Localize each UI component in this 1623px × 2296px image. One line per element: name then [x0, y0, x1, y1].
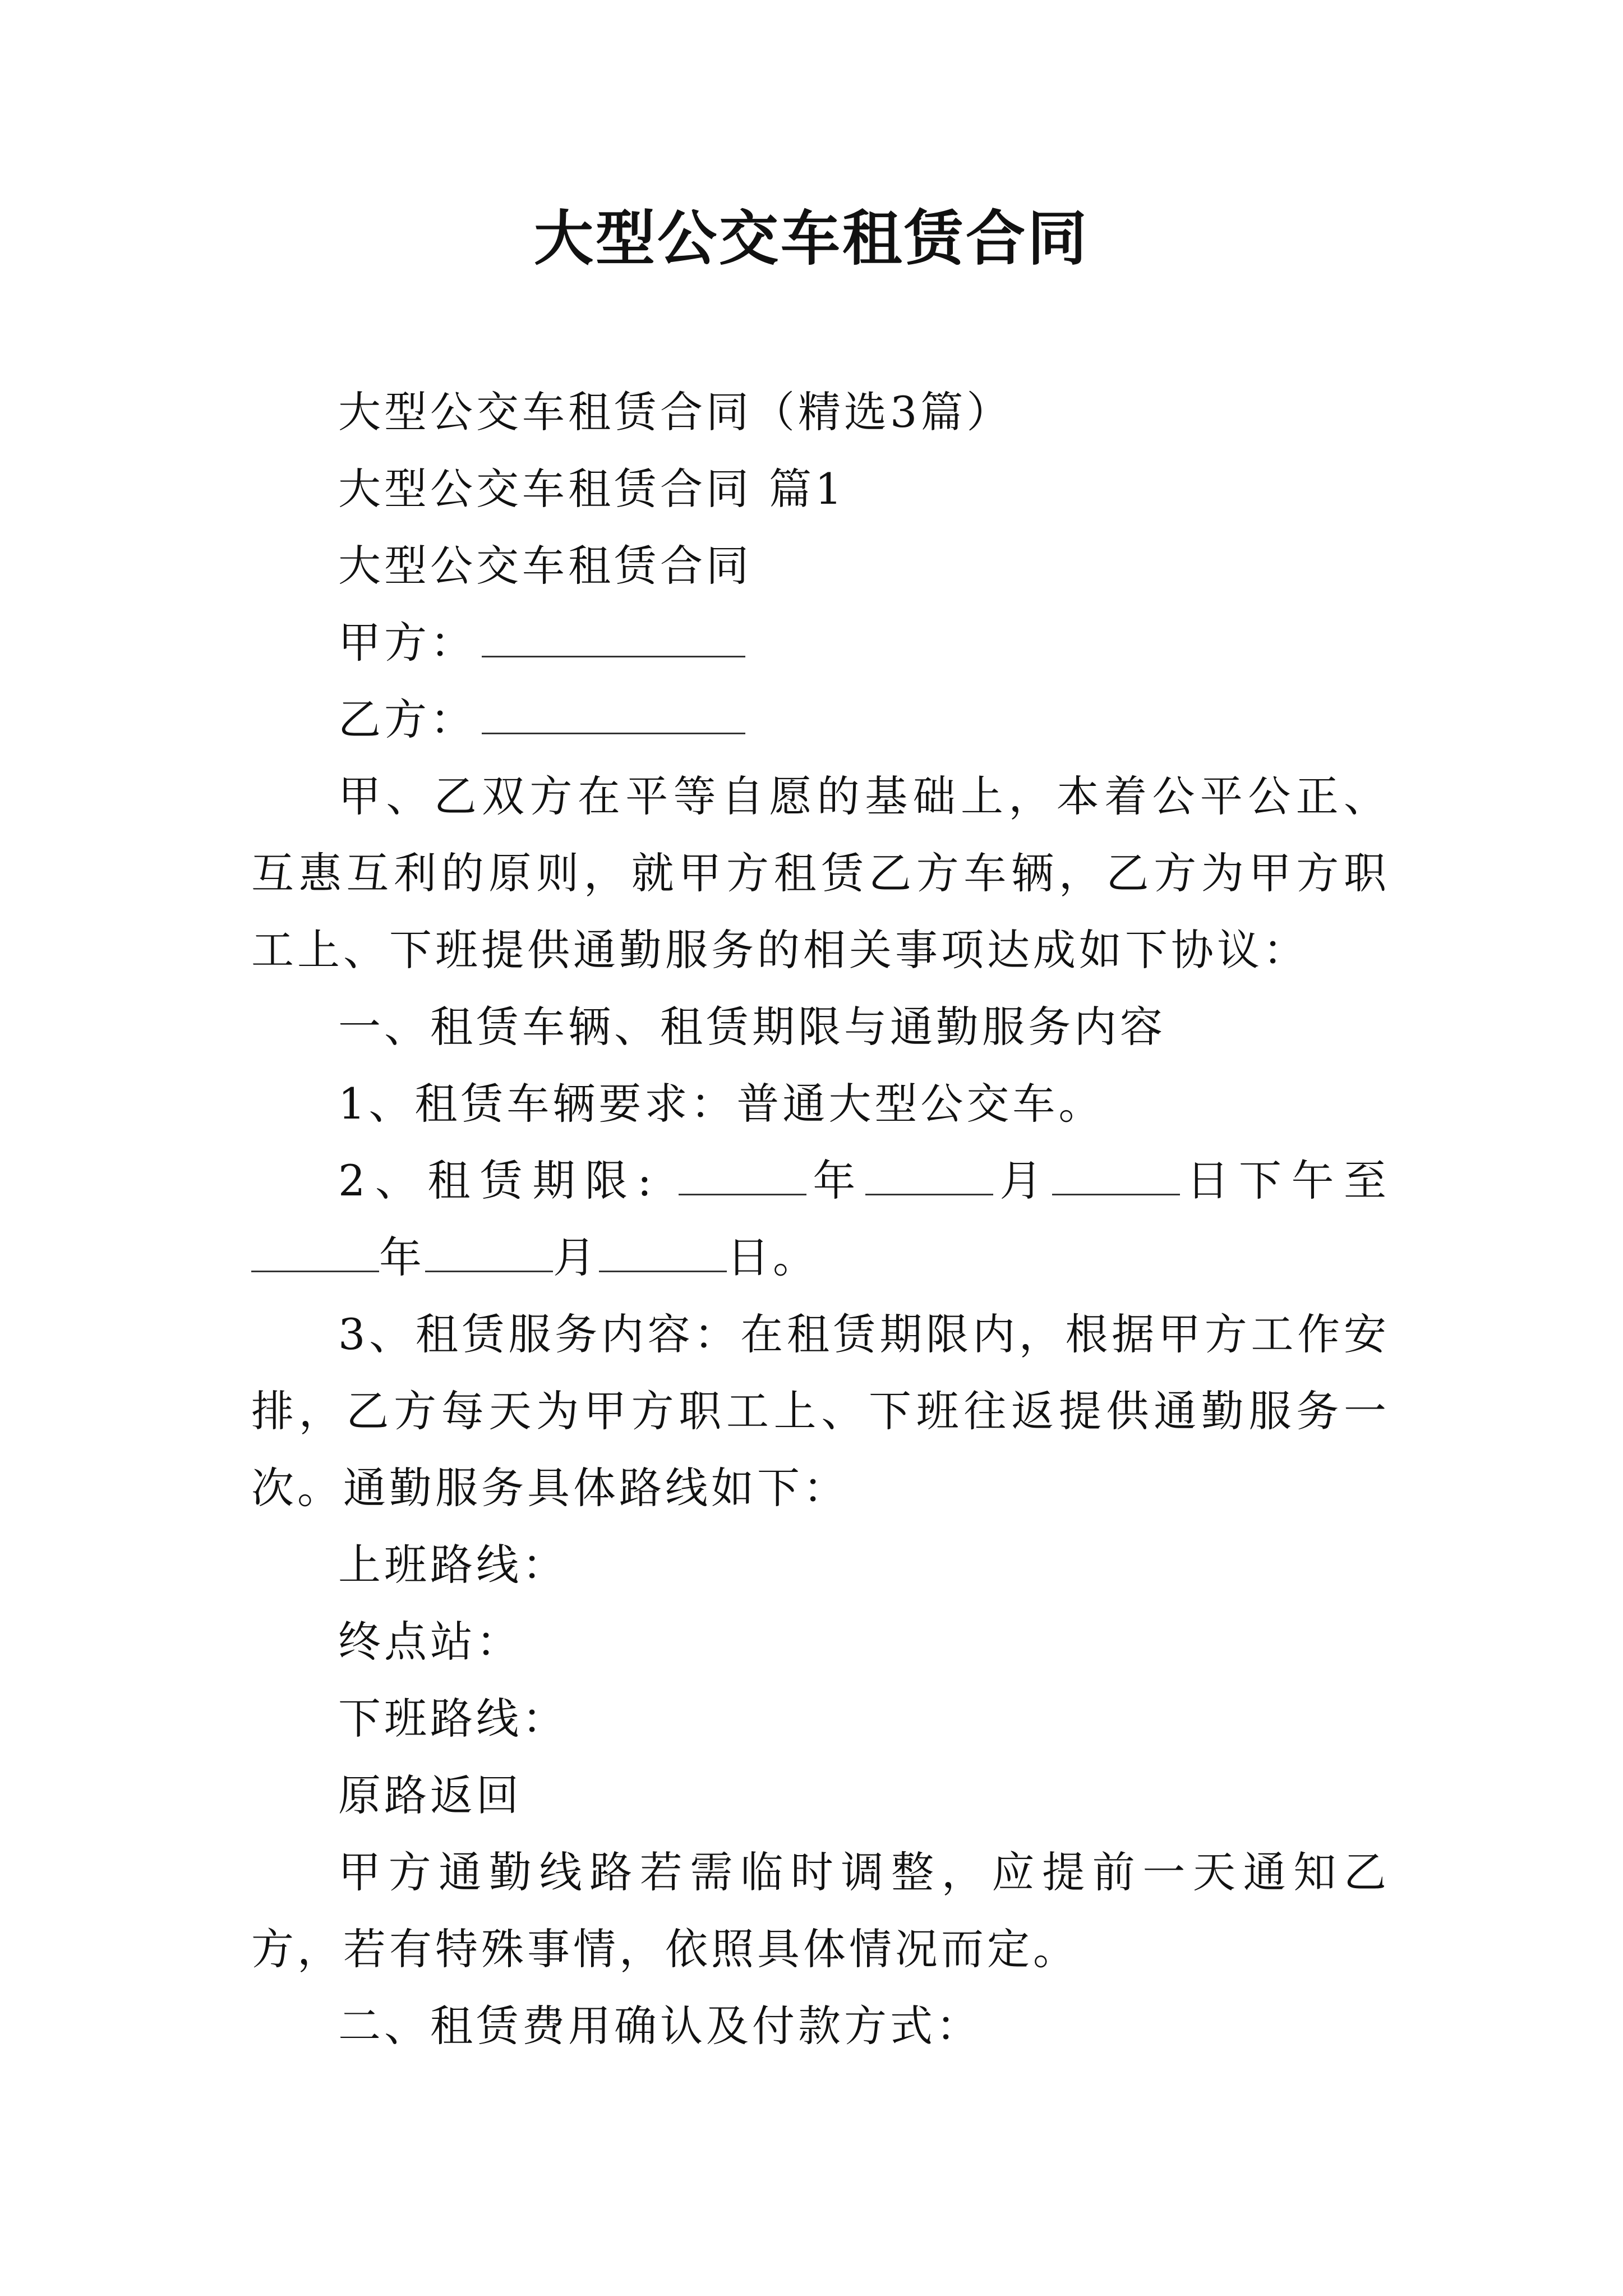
start-month-blank — [865, 1157, 993, 1195]
item2-paragraph — [251, 1142, 1390, 1296]
terminal-station: 终点站： — [338, 1617, 522, 1667]
item2-month: 月 — [993, 1156, 1052, 1205]
item2-label: 2、租赁期限: — [338, 1156, 656, 1205]
document-body — [251, 374, 1390, 2064]
end-year-blank — [251, 1234, 379, 1272]
item2-month2: 月 — [553, 1232, 599, 1282]
contract-title: 大型公交车租赁合同 — [338, 541, 752, 591]
collection-heading: 大型公交车租赁合同（精选3篇） — [338, 387, 1013, 437]
intro-paragraph: 甲、乙双方在平等自愿的基础上，本着公平公正、互惠互利的原则，就甲方租赁乙方车辆，乙方为甲方职工上、下班提供通勤服务的相关事项达成如下协议： — [251, 771, 1390, 975]
section1-heading: 一、租赁车辆、租赁期限与通勤服务内容 — [338, 1002, 1166, 1052]
party-a-blank — [482, 619, 745, 657]
party-a-line — [251, 604, 1390, 681]
party-a-label: 甲方： — [338, 618, 476, 668]
end-month-blank — [425, 1234, 553, 1272]
item2-year: 年 — [806, 1156, 865, 1205]
part-heading: 大型公交车租赁合同 篇1 — [338, 464, 846, 514]
item1-paragraph: 1、租赁车辆要求：普通大型公交车。 — [338, 1079, 1105, 1129]
document-title: 大型公交车租赁合同 — [534, 203, 1089, 273]
item3-paragraph: 3、租赁服务内容：在租赁期限内，根据甲方工作安排，乙方每天为甲方职工上、下班往返提供通勤服务一次。通勤服务具体路线如下： — [251, 1309, 1390, 1513]
party-b-line — [251, 681, 1390, 758]
adjust-note: 甲方通勤线路若需临时调整，应提前一天通知乙方，若有特殊事情，依照具体情况而定。 — [251, 1847, 1390, 1974]
route-off-work: 下班路线： — [338, 1694, 568, 1743]
route-to-work: 上班路线： — [338, 1540, 568, 1590]
start-day-blank — [1052, 1157, 1180, 1195]
start-year-blank — [679, 1157, 806, 1195]
item2-day-pm-to: 日下午至 — [1179, 1156, 1390, 1205]
party-b-label: 乙方： — [338, 694, 476, 744]
return-same-route: 原路返回 — [338, 1770, 522, 1820]
item2-day-end: 日。 — [727, 1232, 819, 1282]
section2-heading: 二、租赁费用确认及付款方式： — [338, 2001, 982, 2051]
end-day-blank — [599, 1234, 727, 1272]
party-b-blank — [482, 696, 745, 734]
item2-year2: 年 — [379, 1232, 425, 1282]
